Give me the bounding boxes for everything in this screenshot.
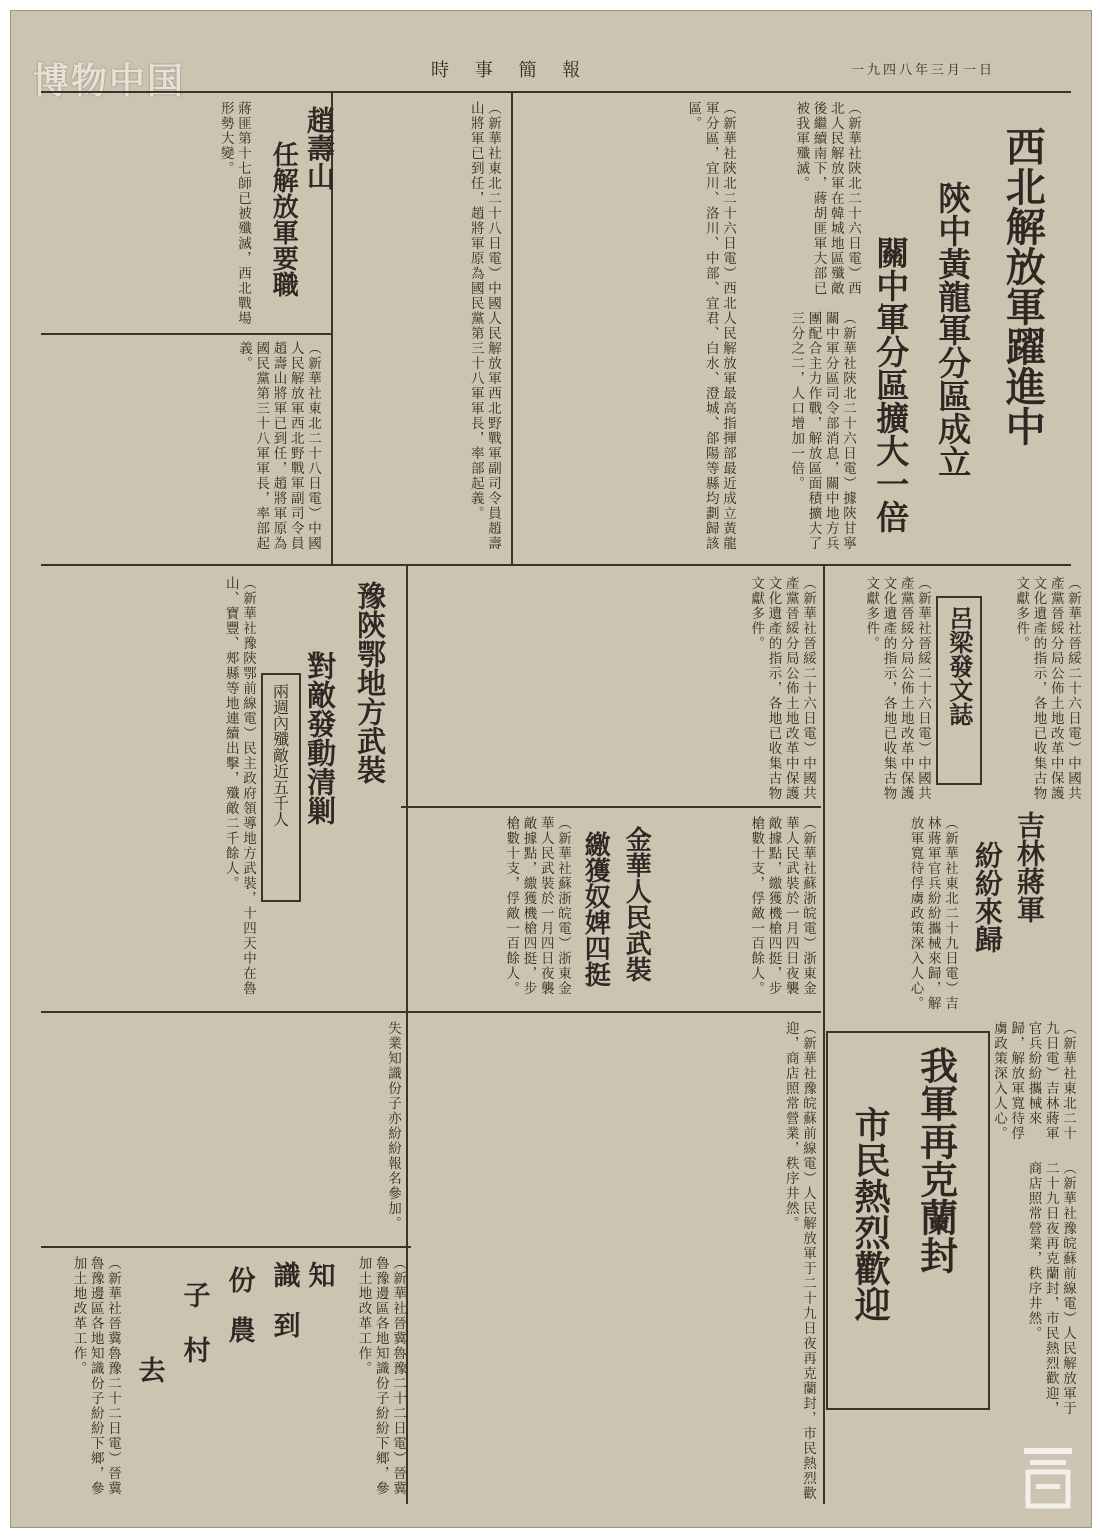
jilin-body: （新華社東北二十九日電）吉林蔣軍官兵紛紛攜械來歸，解放軍寬待俘虜政策深入人心。 [907,816,958,1011]
yuyan-body: （新華社豫陝鄂前線電）民主政府領導地方武裝，十四天中在魯山、寶豐、郟縣等地連續出擊，殲敵二千餘人。 [222,576,256,996]
jinhua-subheadline: 繳獲奴婢四挺 [580,831,611,987]
jinhua-body: （新華社蘇浙皖電）浙東金華人民武裝於一月四日夜襲敵據點，繳獲機槍四挺，步槍數十支，俘敵一百餘人。 [748,816,816,996]
zhao-headline: 趙壽山 [302,106,336,190]
lead-headline: 西北解放軍躍進中 [999,126,1046,446]
rule-col-3 [823,564,825,1504]
jinhua-headline: 金華人民武裝 [621,826,652,982]
newspaper-page [10,10,1092,1528]
rule-mid-1 [41,564,1071,566]
rule-top [41,91,1071,93]
lead-body-3: （新華社陝北二十六日電）據陝甘寧關中軍分區司令部消息，關中地方兵團配合主力作戰，解放區面積擴大了三分之二，人口增加一倍。 [788,311,856,551]
yuyan-subheadline: 對敵發動清剿 [303,651,338,825]
rule-mid-2 [401,806,821,808]
lvliang-body: （新華社晉綏二十六日電）中國共產黨晉綏分局公佈土地改革中保護文化遺產的指示，各地已收集古物文獻多件。 [863,576,931,801]
lvliang-headline: 呂梁發文誌 [944,606,973,726]
rule-col-2 [406,564,408,1504]
lvliang-body-right: （新華社晉綏二十六日電）中國共產黨晉綏分局公佈土地改革中保護文化遺產的指示，各地已收集古物文獻多件。 [1013,576,1081,801]
zhishi-title-1: 知 [303,1261,335,1288]
zhishi-title-2: 識 [268,1261,300,1288]
bottom-left-body: 失業知識份子亦紛紛報名參加。 [385,1021,401,1231]
zhishi-title-3: 份 [223,1266,255,1293]
zhishi-title-7: 村 [178,1336,210,1363]
zhishi-title-6: 農 [223,1316,255,1343]
masthead-date: 一九四八年三月一日 [851,63,996,78]
kaifeng-body: （新華社豫皖蘇前線電）人民解放軍于二十九日夜再克蘭封，市民熱烈歡迎，商店照常營業，秩序井然。 [782,1021,816,1501]
yuyan-headline: 豫陝鄂地方武裝 [353,581,388,784]
jilin-subheadline: 紛紛來歸 [970,841,1004,953]
kaifeng-subheadline: 市民熱烈歡迎 [849,1106,891,1322]
museum-logo [1018,1440,1078,1512]
yuyan-boxed-text: 兩週內殲敵近五千人 [270,683,290,827]
jilin-headline: 吉林蔣軍 [1012,811,1046,923]
lead-subheadline-1: 陝中黃龍軍分區成立 [933,181,973,478]
zhao-body-continued: （新華社東北二十八日電）中國人民解放軍西北野戰軍副司令員趙壽山將軍已到任，趙將軍原為國民黨第三十八軍軍長，率部起義。 [235,341,321,551]
lvliang-body-continued: （新華社晉綏二十六日電）中國共產黨晉綏分局公佈土地改革中保護文化遺產的指示，各地已收集古物文獻多件。 [748,576,816,801]
masthead-title: 時 事 簡 報 [431,60,591,81]
zhishi-title-8: 去 [133,1356,165,1383]
logo-stroke-mid [1030,1460,1066,1465]
lead-body-2: （新華社陝北二十六日電）西北人民解放軍最高指揮部最近成立黃龍軍分區，宜川、洛川、中部、宜君、白水、澄城、郃陽等縣均劃歸該區。 [685,101,736,551]
lead-subheadline-2: 關中軍分區擴大一倍 [871,236,911,533]
jilin-body-continued: （新華社東北二十九日電）吉林蔣軍官兵紛紛攜械來歸，解放軍寬待俘虜政策深入人心。 [990,1021,1076,1141]
rule-col-4 [511,91,513,566]
jinhua-body-continued: （新華社蘇浙皖電）浙東金華人民武裝於一月四日夜襲敵據點，繳獲機槍四挺，步槍數十支，俘敵一百餘人。 [503,816,571,996]
zhishi-body-continued: （新華社晉冀魯豫二十二日電）晉冀魯豫邊區各地知識份子紛紛下鄉，參加土地改革工作。 [70,1256,121,1496]
kaifeng-headline: 我軍再克蘭封 [913,1046,958,1274]
logo-stroke-top [1024,1448,1072,1454]
zhishi-title-5: 到 [268,1311,300,1338]
lead-body-1: （新華社陝北二十六日電）西北人民解放軍在韓城地區殲敵後繼續南下，蔣胡匪軍大部已被我軍殲滅。 [793,101,861,296]
zhishi-body: （新華社晉冀魯豫二十二日電）晉冀魯豫邊區各地知識份子紛紛下鄉，參加土地改革工作。 [355,1256,406,1496]
kaifeng-body-right: （新華社豫皖蘇前線電）人民解放軍于二十九日夜再克蘭封，市民熱烈歡迎，商店照常營業，秩序井然。 [1025,1161,1076,1416]
zhao-body: （新華社東北二十八日電）中國人民解放軍西北野戰軍副司令員趙壽山將軍已到任，趙將軍原為國民黨第三十八軍軍長，率部起義。 [467,101,501,551]
rule-bottom-left [41,1246,411,1248]
zhao-subheadline: 任解放軍要職 [268,141,299,297]
top-left-column: 蔣匪第十七師已被殲滅，西北戰場形勢大變。 [217,101,251,326]
logo-stroke-inner [1036,1484,1060,1489]
rule-mid-3 [41,1011,821,1013]
zhishi-title-4: 子 [178,1281,210,1308]
watermark: 博物中国 [33,61,186,102]
